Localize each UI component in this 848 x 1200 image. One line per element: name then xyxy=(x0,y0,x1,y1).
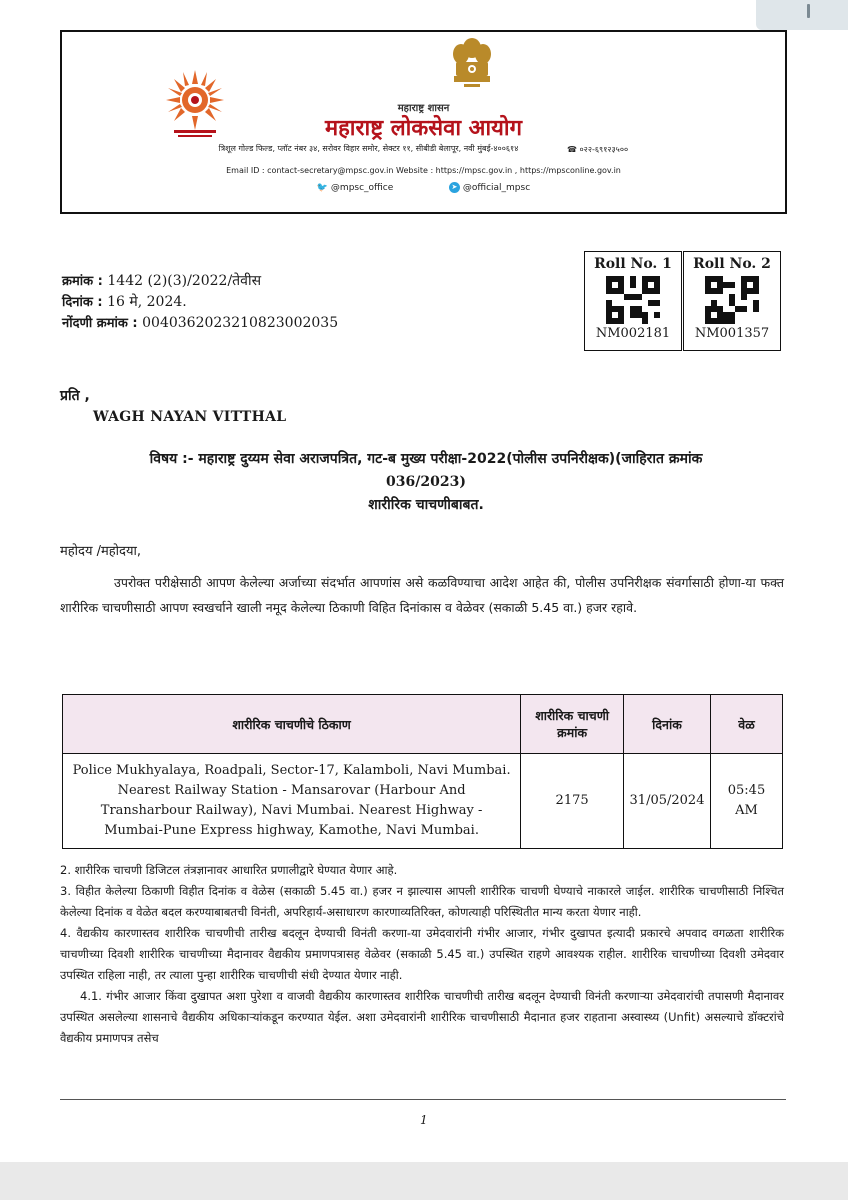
recipient-name: WAGH NAYAN VITTHAL xyxy=(93,409,287,425)
social-handles xyxy=(62,182,785,193)
subject-line-2: 036/2023) xyxy=(386,474,466,490)
government-title: महाराष्ट्र शासन xyxy=(397,103,450,114)
point-2: 2. शारीरिक चाचणी डिजिटल तंत्रज्ञानावर आधारित प्रणालीद्वारे घेण्यात येणार आहे. xyxy=(60,863,398,877)
kramank-label: क्रमांक : xyxy=(62,274,108,289)
page-number: 1 xyxy=(420,1113,428,1127)
registration-number xyxy=(62,313,338,331)
phone-number: ०२२-६९१२३५०० xyxy=(579,145,629,154)
subject-line-1: विषय :- महाराष्ट्र दुय्यम सेवा अराजपत्रित, गट-ब मुख्य परीक्षा-2022(पोलीस उपनिरीक्षक)(जाहिरात क्रमांक xyxy=(149,451,703,467)
time-value: 05:45 AM xyxy=(727,783,766,818)
body-paragraph: उपरोक्त परीक्षेसाठी आपण केलेल्या अर्जाच्या संदर्भात आपणांस असे कळविण्याचा आदेश आहेत की, पोलीस उपनिरीक्षक संवर्गासाठी होणा-या फक्त शारीरिक चाचणीसाठी आपण स्वखर्चाने खाली नमूद केलेल्या ठिकाणी विहित दिनांकास व वेळेवर (सकाळी 5.45 वा.) हजर रहावे. xyxy=(60,575,784,615)
cell-place: Police Mukhyalaya, Roadpali, Sector-17, Kalamboli, Navi Mumbai. Nearest Railway Station - Mansarovar (Harbour And Transharbour Railway), Navi Mumbai. Nearest Highway - Mumbai-Pune Express highway, Kamothe, Navi Mumbai. xyxy=(63,754,521,849)
table-header-row xyxy=(63,695,783,754)
phone-icon: ☎ xyxy=(567,145,577,154)
qr-code-icon xyxy=(705,276,759,324)
header-place: शारीरिक चाचणीचे ठिकाण xyxy=(63,695,521,754)
recipient-prefix: प्रति , xyxy=(60,388,90,404)
header-test-number: शारीरिक चाचणी क्रमांक xyxy=(521,695,624,754)
phone-line xyxy=(567,144,628,155)
corner-tab-marker xyxy=(807,4,810,18)
roll-box-2 xyxy=(683,251,781,351)
commission-address xyxy=(62,143,785,154)
reference-number xyxy=(62,271,261,290)
viewer-corner-tab[interactable] xyxy=(756,0,848,30)
letterhead-box xyxy=(60,30,787,214)
salutation: महोदय /महोदया, xyxy=(60,544,141,559)
nondani-label: नोंदणी क्रमांक : xyxy=(62,316,143,331)
roll-box-1 xyxy=(584,251,682,351)
header-date: दिनांक xyxy=(624,695,711,754)
schedule-table xyxy=(62,694,783,849)
national-emblem-icon xyxy=(450,34,494,98)
dinank-label: दिनांक : xyxy=(62,295,108,310)
table-row xyxy=(63,754,783,849)
telegram-icon: ➤ xyxy=(449,182,460,193)
twitter-handle[interactable]: @mpsc_office xyxy=(330,183,394,193)
cell-date: 31/05/2024 xyxy=(624,754,711,849)
nondani-value: 0040362023210823002035 xyxy=(142,315,339,331)
twitter-icon: 🐦 xyxy=(316,183,329,193)
point-3: 3. विहीत केलेल्या ठिकाणी विहीत दिनांक व वेळेस (सकाळी 5.45 वा.) हजर न झाल्यास आपली शारीरिक चाचणी घेण्याचे नाकारले जाईल. शारीरिक चाचणीसाठी निश्चित केलेल्या दिनांक व वेळेत बदल करण्याबाबतची विनंती, अपरिहार्य-असाधारण कारणाव्यतिरिक्त, कोणत्याही परिस्थितीत मान्य करता येणार नाही. xyxy=(60,884,784,919)
kramank-value: 1442 (2)(3)/2022/तेवीस xyxy=(107,273,262,289)
address-text: त्रिशूल गोल्ड फिल्ड, प्लॉट नंबर ३४, सरोवर विहार समोर, सेक्टर ११, सीबीडी बेलापूर, नवी मुंबई-४००६१४ xyxy=(218,144,519,153)
commission-title: महाराष्ट्र लोकसेवा आयोग xyxy=(324,116,523,141)
letter-subject xyxy=(76,448,776,517)
header-time: वेळ xyxy=(710,695,782,754)
roll-label-1: Roll No. 1 xyxy=(594,256,672,272)
roll-code-1: NM002181 xyxy=(595,326,671,341)
point-4: 4. वैद्यकीय कारणास्तव शारीरिक चाचणीची तारीख बदलून देण्याची विनंती करणा-या उमेदवारांनी गंभीर आजार, गंभीर दुखापत इत्यादी प्रकारचे अपवाद वगळता शारीरिक चाचणीच्या दिवशी शारीरिक चाचणीच्या मैदानावर वैद्यकीय प्रमाणपत्रासह वेळेवर (सकाळी 5.45 वा.) उपस्थित राहणे आवश्यक राहील. शारीरिक चाचणीच्या दिवशी उमेदवार उपस्थित राहिला नाही, तर त्याला पुन्हा शारीरिक चाचणीची संधी देण्यात येणार नाही. xyxy=(60,926,784,982)
telegram-handle[interactable]: @official_mpsc xyxy=(462,183,531,193)
dinank-value: 16 मे, 2024. xyxy=(107,294,187,310)
subject-line-3: शारीरिक चाचणीबाबत. xyxy=(368,497,484,513)
cell-time xyxy=(710,754,782,849)
cell-test-number: 2175 xyxy=(521,754,624,849)
reference-date xyxy=(62,292,187,311)
roll-label-2: Roll No. 2 xyxy=(693,256,771,272)
contact-line: Email ID : contact-secretary@mpsc.gov.in Website : https://mpsc.gov.in , https://mpsconline.gov.in xyxy=(226,166,621,175)
point-4-1: 4.1. गंभीर आजार किंवा दुखापत अशा पुरेशा व वाजवी वैद्यकीय कारणास्तव शारीरिक चाचणीची तारीख बदलून देण्याची विनंती करणाऱ्या उमेदवारांची तपासणी मैदानावर उपस्थित असलेल्या शासनाचे वैद्यकीय अधिकाऱ्यांकडून करण्यात येईल. अशा उमेदवारांनी शारीरिक चाचणीसाठी मैदानात हजर राहताना अस्वास्थ्य (Unfit) असल्याचे डॉक्टरांचे वैद्यकीय प्रमाणपत्र तसेच xyxy=(60,989,784,1045)
roll-code-2: NM001357 xyxy=(694,326,770,341)
instructions-list xyxy=(60,860,784,1049)
qr-code-icon xyxy=(606,276,660,324)
footer-divider xyxy=(60,1099,786,1100)
